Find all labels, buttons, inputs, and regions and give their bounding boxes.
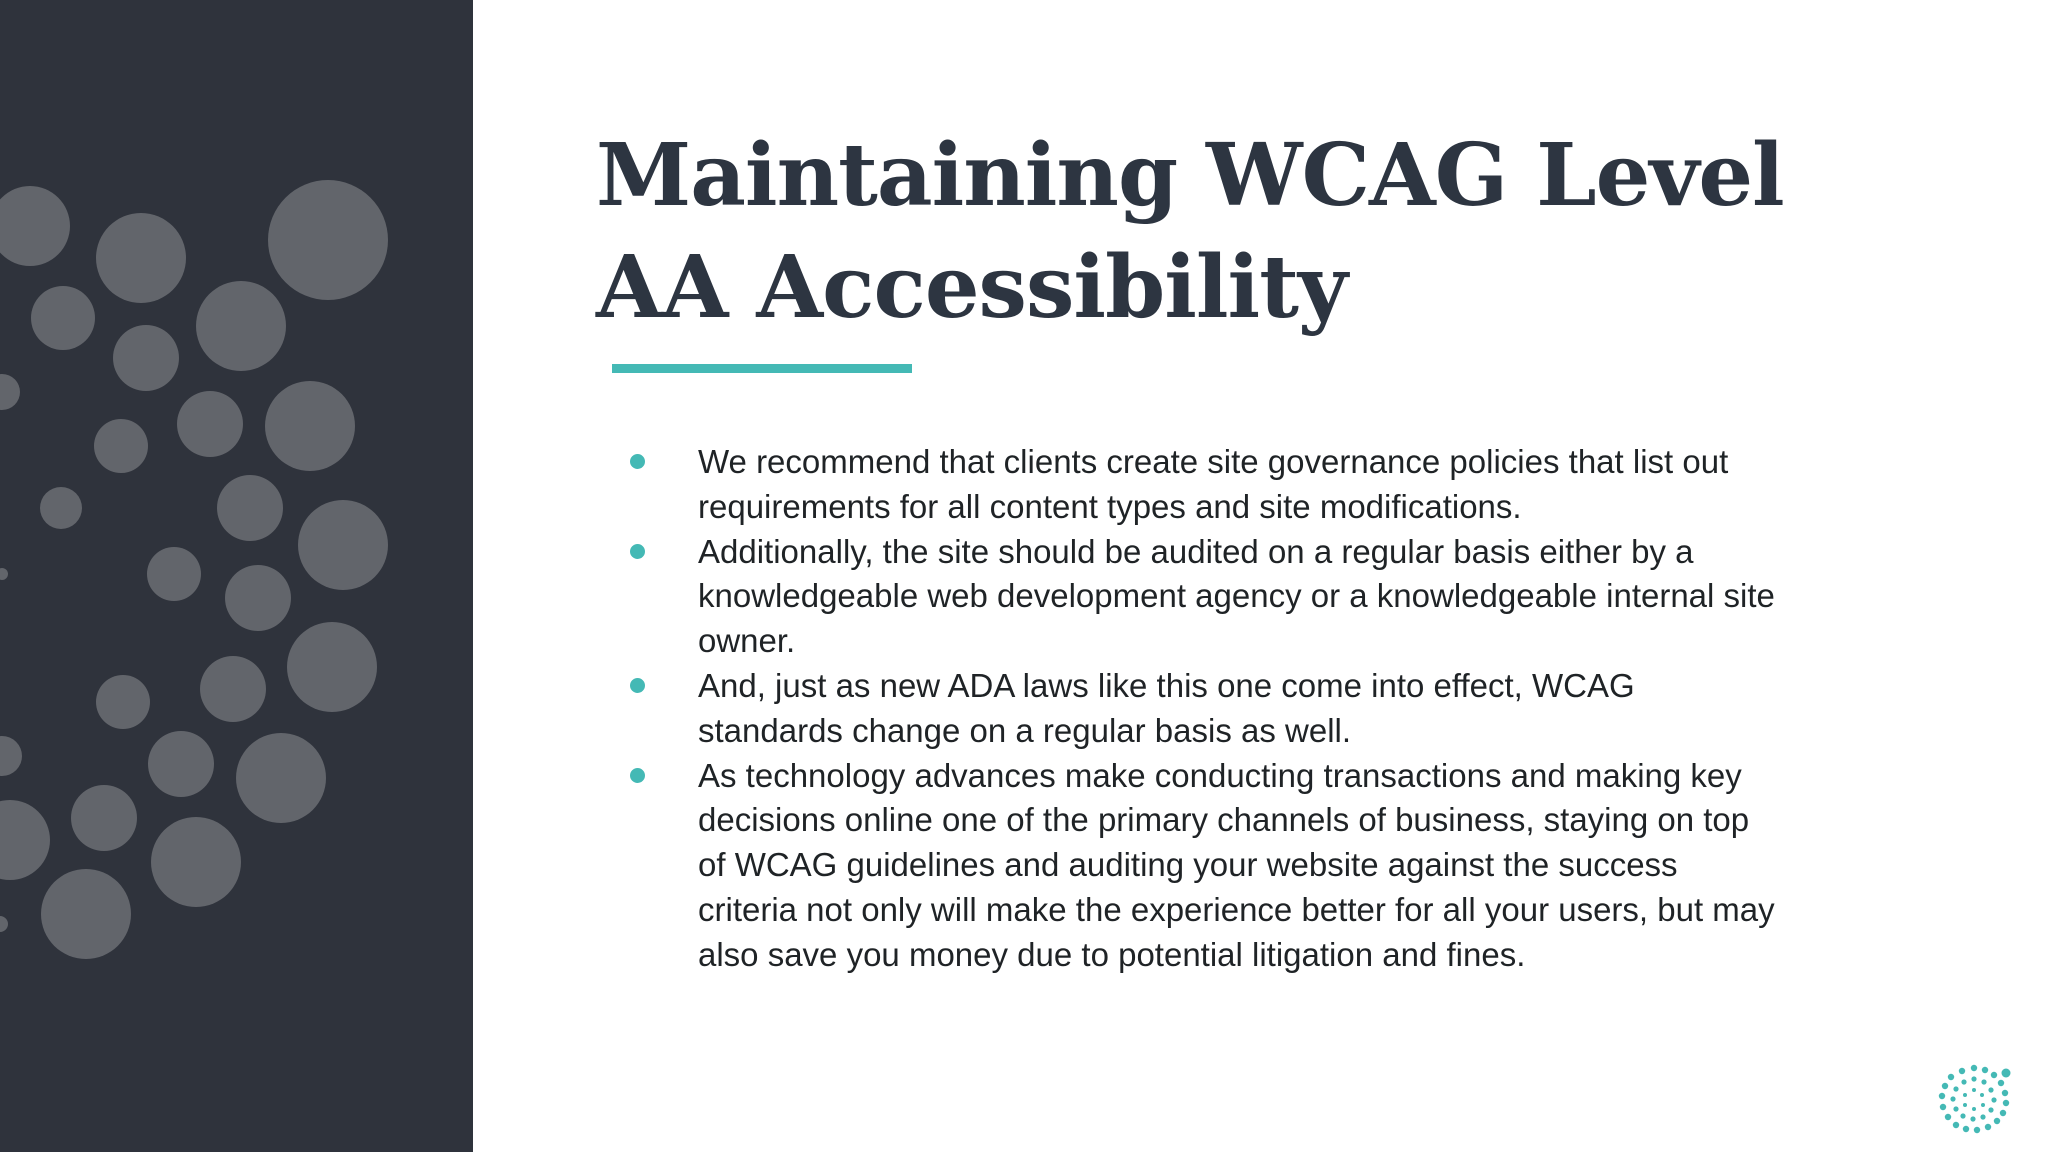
bullet-dot-icon: [630, 768, 645, 783]
title-underline-accent: [612, 364, 912, 373]
bullet-dot-icon: [630, 454, 645, 469]
bullet-item: [626, 664, 1776, 754]
bullet-item: [626, 440, 1776, 530]
bullet-text: And, just as new ADA laws like this one come into effect, WCAG standards change on a regular basis as well.: [698, 666, 1635, 749]
slide-title: Maintaining WCAG Level AA Accessibility: [596, 125, 1784, 338]
decorative-dots-pattern: [0, 0, 473, 1152]
bullet-text: Additionally, the site should be audited on a regular basis either by a knowledgeable web development agency or a knowledgeable internal site owner.: [698, 532, 1775, 660]
bullet-dot-icon: [630, 544, 645, 559]
bullet-dot-icon: [630, 678, 645, 693]
bullet-item: [626, 754, 1776, 978]
dotted-circle-logo-icon: [1936, 1064, 2012, 1134]
bullet-text: As technology advances make conducting transactions and making key decisions online one of the primary channels of business, staying on top of WCAG guidelines and auditing your website against the success criteria not only will make the experience better for all your users, but may also save you money due to potential litigation and fines.: [698, 756, 1775, 973]
bullet-item: [626, 530, 1776, 664]
bullet-list: [626, 440, 1776, 978]
bullet-text: We recommend that clients create site governance policies that list out requirements for all content types and site modifications.: [698, 443, 1729, 525]
decorative-side-panel: [0, 0, 473, 1152]
